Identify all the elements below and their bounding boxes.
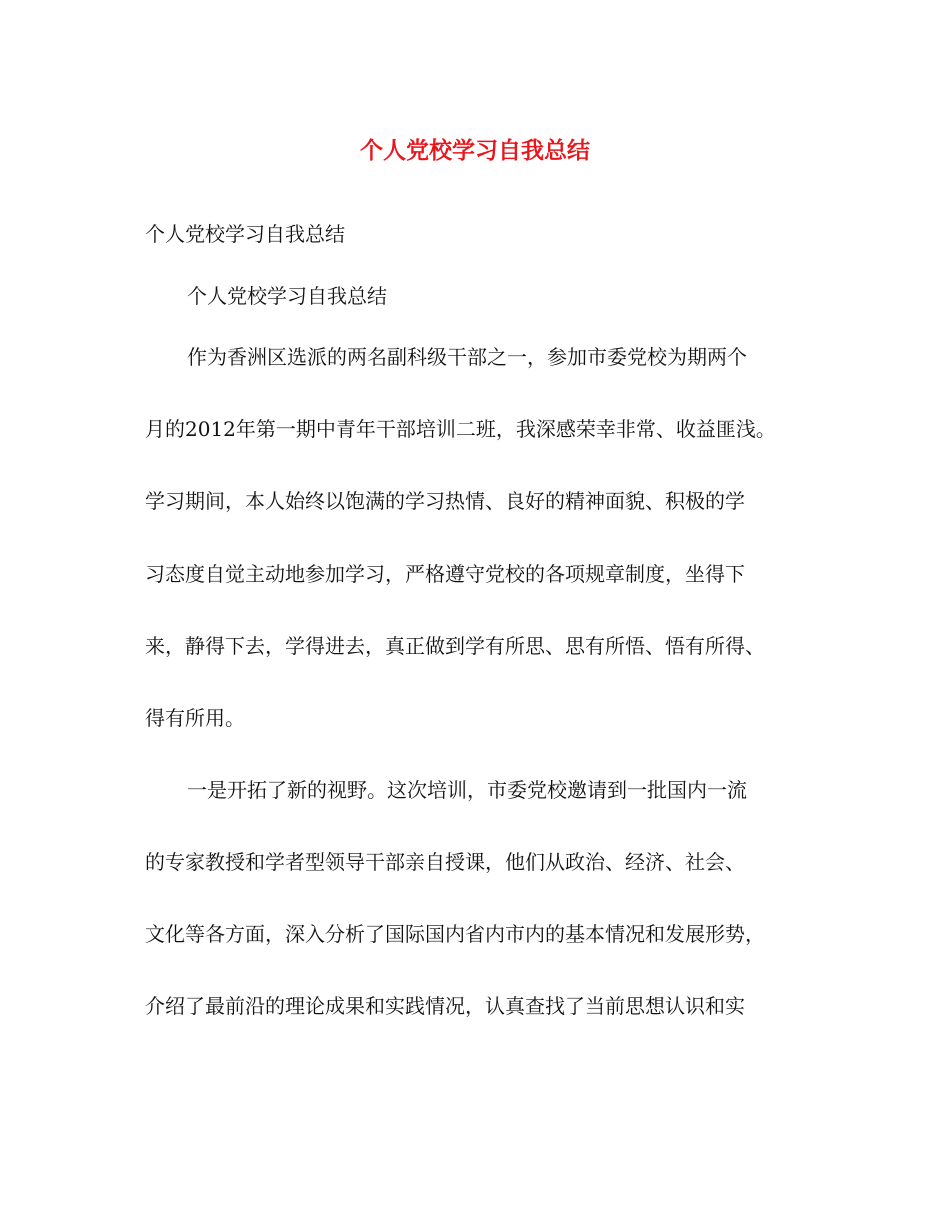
paragraph-2-line: 的专家教授和学者型领导干部亲自授课，他们从政治、经济、社会、 (145, 850, 745, 874)
paragraph-2-line: 一是开拓了新的视野。这次培训，市委党校邀请到一批国内一流 (187, 778, 747, 802)
paragraph-2-line: 文化等各方面，深入分析了国际国内省内市内的基本情况和发展形势， (145, 922, 765, 946)
paragraph-2-line: 介绍了最前沿的理论成果和实践情况，认真查找了当前思想认识和实 (145, 994, 745, 1018)
paragraph-1-line: 来，静得下去，学得进去，真正做到学有所思、思有所悟、悟有所得、 (145, 634, 765, 658)
paragraph-1-line: 学习期间，本人始终以饱满的学习热情、良好的精神面貌、积极的学 (145, 489, 745, 513)
paragraph-1-line: 得有所用。 (145, 706, 245, 730)
paragraph-1-line: 月的2012年第一期中青年干部培训二班，我深感荣幸非常、收益匪浅。 (145, 417, 776, 441)
sub-heading: 个人党校学习自我总结 (187, 284, 387, 308)
paragraph-1-line: 习态度自觉主动地参加学习，严格遵守党校的各项规章制度，坐得下 (145, 562, 745, 586)
paragraph-1-line: 作为香洲区选派的两名副科级干部之一，参加市委党校为期两个 (187, 345, 747, 369)
document-title: 个人党校学习自我总结 (360, 137, 590, 164)
section-heading: 个人党校学习自我总结 (145, 222, 345, 246)
